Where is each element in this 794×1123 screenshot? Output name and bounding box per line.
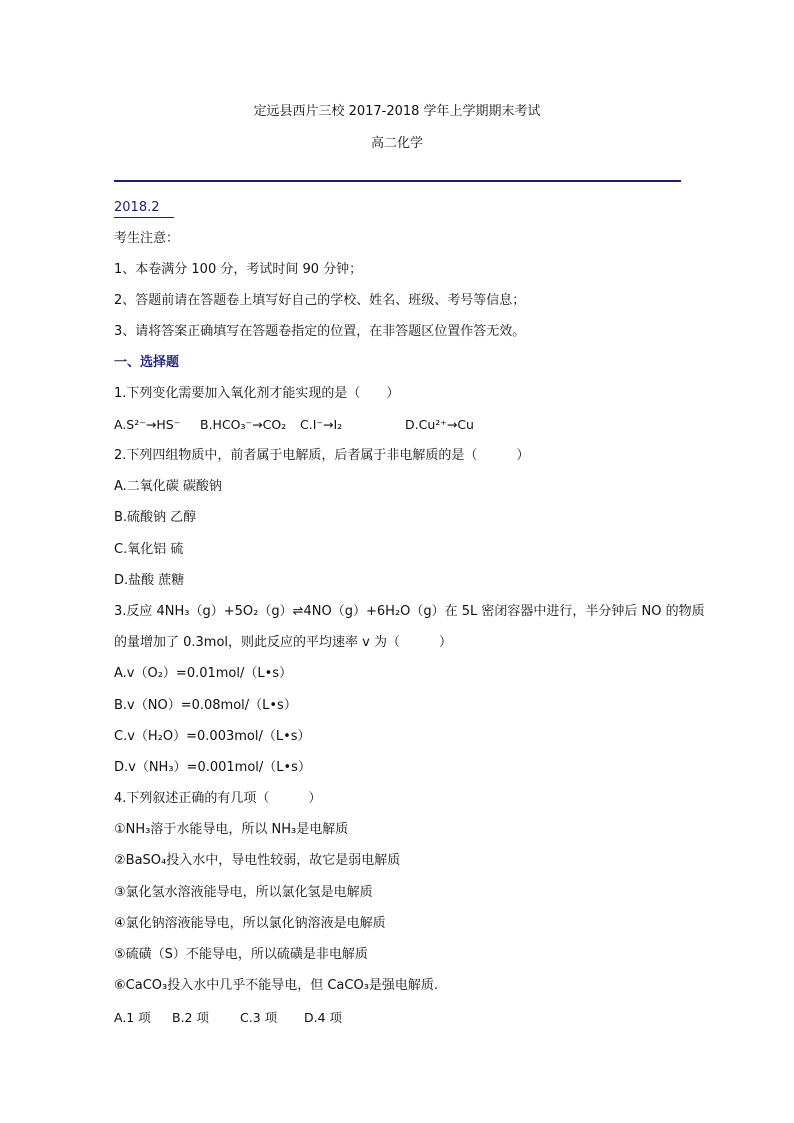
question-4-statement: ④氯化钠溶液能导电，所以氯化钠溶液是电解质 — [114, 916, 386, 931]
option-b: B.HCO₃⁻→CO₂ — [200, 417, 287, 432]
question-2-option-c: C.氧化铝 硫 — [114, 542, 184, 557]
option-c: C.I⁻→I₂ — [300, 417, 343, 432]
notice-heading: 考生注意： — [114, 231, 180, 246]
question-2-option-b: B.硫酸钠 乙醇 — [114, 510, 197, 525]
question-1-stem: 1.下列变化需要加入氧化剂才能实现的是（ ） — [114, 386, 400, 401]
question-3-stem-continued: 的量增加了 0.3mol，则此反应的平均速率 v 为（ ） — [114, 635, 452, 650]
notice-item: 3、请将答案正确填写在答题卷指定的位置，在非答题区位置作答无效。 — [114, 324, 526, 339]
section-title: 一、选择题 — [114, 355, 180, 370]
question-3-option-a: A.v（O₂）=0.01mol/（L•s） — [114, 666, 293, 681]
option-a: A.S²⁻→HS⁻ — [114, 417, 181, 432]
question-2-option-d: D.盐酸 蔗糖 — [114, 573, 185, 588]
question-2-stem: 2.下列四组物质中，前者属于电解质，后者属于非电解质的是（ ） — [114, 448, 530, 463]
header-divider — [114, 180, 681, 182]
exam-date: 2018.2 — [114, 199, 174, 218]
option-b: B.2 项 — [172, 1010, 209, 1025]
notice-item: 1、本卷满分 100 分，考试时间 90 分钟； — [114, 262, 363, 277]
notice-item: 2、答题前请在答题卷上填写好自己的学校、姓名、班级、考号等信息； — [114, 293, 526, 308]
option-c: C.3 项 — [240, 1010, 278, 1025]
question-4-stem: 4.下列叙述正确的有几项（ ） — [114, 791, 322, 806]
subject-title: 高二化学 — [370, 136, 423, 151]
question-3-option-d: D.v（NH₃）=0.001mol/（L•s） — [114, 760, 311, 775]
question-4-statement: ⑥CaCO₃投入水中几乎不能导电，但 CaCO₃是强电解质. — [114, 978, 439, 993]
question-4-statement: ③氯化氢水溶液能导电，所以氯化氢是电解质 — [114, 885, 373, 900]
exam-title: 定远县西片三校 2017-2018 学年上学期期末考试 — [253, 104, 541, 119]
question-3-option-b: B.v（NO）=0.08mol/（L•s） — [114, 698, 297, 713]
option-d: D.Cu²⁺→Cu — [405, 417, 474, 432]
question-3-option-c: C.v（H₂O）=0.003mol/（L•s） — [114, 729, 311, 744]
question-4-statement: ⑤硫磺（S）不能导电，所以硫磺是非电解质 — [114, 947, 368, 962]
question-3-stem: 3.反应 4NH₃（g）+5O₂（g）⇌4NO（g）+6H₂O（g）在 5L 密闭容器中进行，半分钟后 NO 的物质 — [114, 604, 705, 619]
option-d: D.4 项 — [304, 1010, 343, 1025]
option-a: A.1 项 — [114, 1010, 151, 1025]
question-4-statement: ②BaSO₄投入水中，导电性较弱，故它是弱电解质 — [114, 853, 401, 868]
question-2-option-a: A.二氧化碳 碳酸钠 — [114, 479, 222, 494]
question-4-statement: ①NH₃溶于水能导电，所以 NH₃是电解质 — [114, 822, 349, 837]
